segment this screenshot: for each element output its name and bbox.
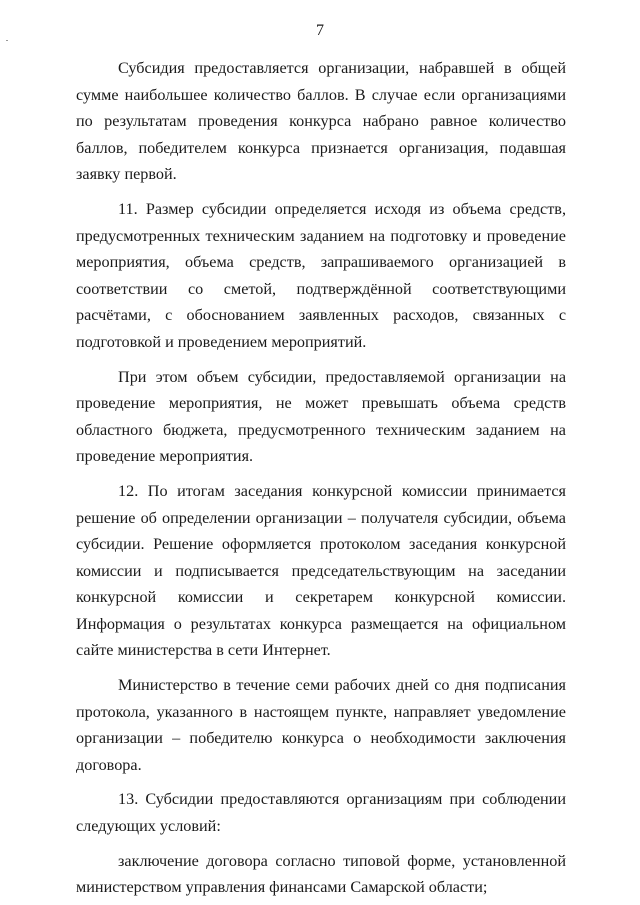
paragraph-subsidy-limit: При этом объем субсидии, предоставляемой организации на проведение мероприятия, не может превышать объема средств областного бюджета, предусмотренного техническим заданием на проведение мероприятия. (76, 367, 566, 466)
paragraph-12-commission-decision: 12. По итогам заседания конкурсной комиссии принимается решение об определении организации – получателя субсидии, объема субсидии. Решение оформляется протоколом заседания конкурсной комиссии и подписывается председательствующим на заседании конкурсной комиссии и секретарем конкурсной комиссии. Информация о результатах конкурса размещается на официальном сайте министерства в сети Интернет. (76, 481, 566, 660)
page-number: 7 (316, 22, 324, 39)
paragraph-11-subsidy-amount: 11. Размер субсидии определяется исходя из объема средств, предусмотренных техническим заданием на подготовку и проведение мероприятия, объема средств, запрашиваемого организацией в соответствии со сметой, подтверждённой соответствующими расчётами, с обоснованием заявленных расходов, связанных с подготовкой и проведением мероприятий. (76, 199, 566, 351)
margin-mark (6, 40, 8, 41)
paragraph-subsidy-winner: Субсидия предоставляется организации, набравшей в общей сумме наибольшее количество баллов. В случае если организациями по результатам проведения конкурса набрано равное количество баллов, победителем конкурса признается организация, подавшая заявку первой. (76, 59, 566, 184)
paragraph-13-conditions: 13. Субсидии предоставляются организациям при соблюдении следующих условий: (76, 790, 566, 836)
paragraph-ministry-notification: Министерство в течение семи рабочих дней со дня подписания протокола, указанного в настоящем пункте, направляет уведомление организации – победителю конкурса о необходимости заключения договора. (76, 676, 566, 774)
document-body (76, 55, 566, 901)
paragraph-condition-contract: заключение договора согласно типовой форме, установленной министерством управления финансами Самарской области; (76, 851, 566, 897)
